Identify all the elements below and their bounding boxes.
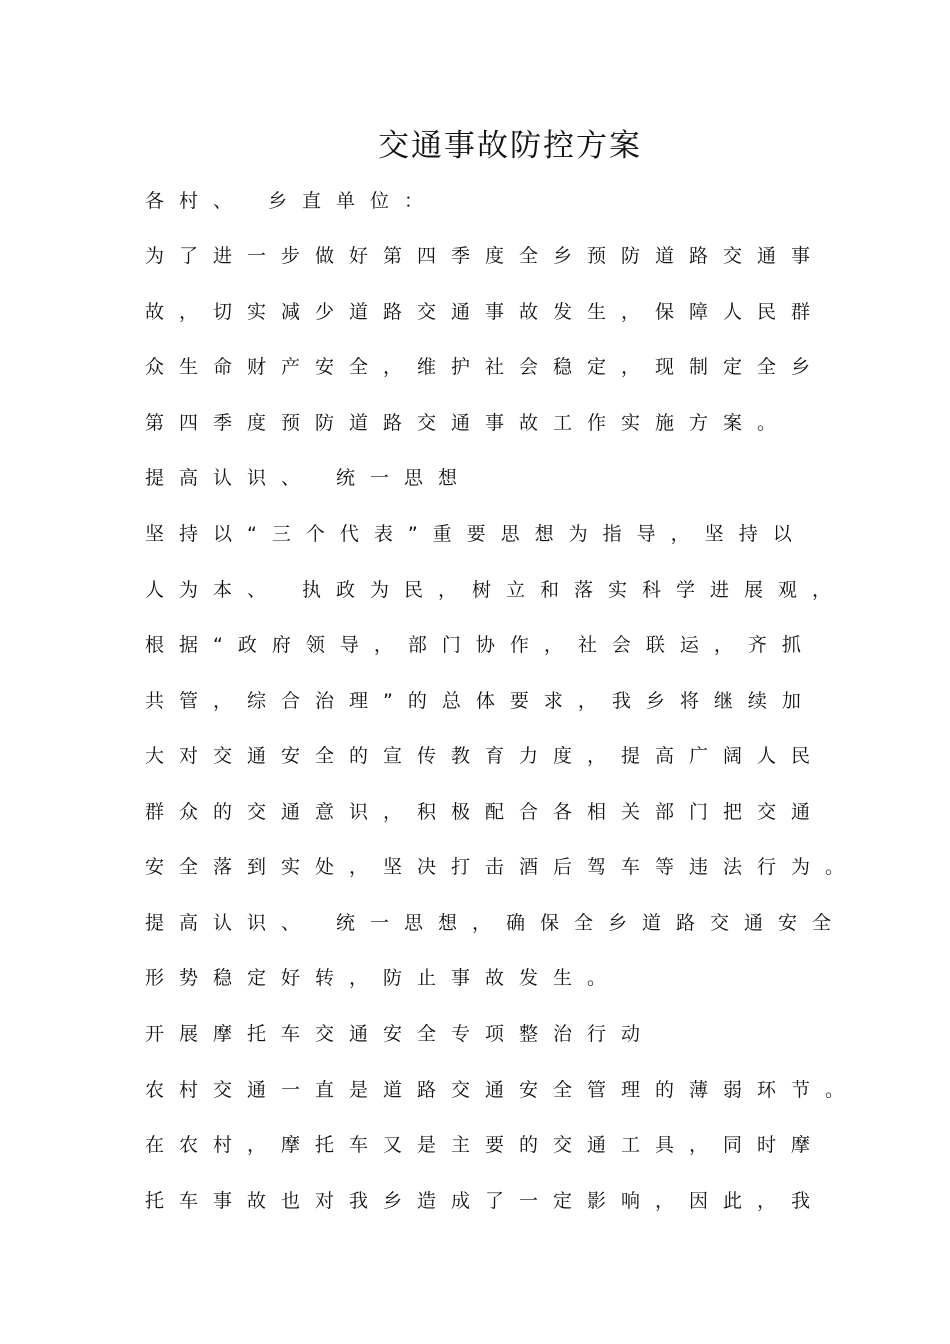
text-line: 众生命财产安全，维护社会稳定，现制定全乡 [145, 356, 826, 378]
text-line: 形势稳定好转，防止事故发生。 [145, 967, 622, 989]
text-line: 在农村，摩托车又是主要的交通工具，同时摩 [145, 1134, 826, 1156]
text-line: 提高认识、 统一思想，确保全乡道路交通安全 [145, 912, 847, 934]
document-title: 交通事故防控方案 [378, 128, 642, 164]
text-line: 为了进一步做好第四季度全乡预防道路交通事 [145, 245, 826, 267]
text-line: 根据“政府领导，部门协作，社会联运，齐抓 [145, 634, 816, 656]
text-line: 故，切实减少道路交通事故发生，保障人民群 [145, 301, 826, 323]
text-line: 托车事故也对我乡造成了一定影响，因此，我 [145, 1190, 826, 1212]
text-line: 坚持以“三个代表”重要思想为指导，坚持以 [145, 523, 807, 545]
text-line: 共管，综合治理”的总体要求，我乡将继续加 [145, 690, 816, 712]
text-line: 第四季度预防道路交通事故工作实施方案。 [145, 412, 792, 434]
text-line: 农村交通一直是道路交通安全管理的薄弱环节。 [145, 1079, 860, 1101]
section-heading: 开展摩托车交通安全专项整治行动 [145, 1023, 656, 1045]
text-line: 人为本、 执政为民，树立和落实科学进展观， [145, 579, 847, 601]
text-line: 各村、 乡直单位： [145, 190, 439, 212]
text-line: 群众的交通意识，积极配合各相关部门把交通 [145, 801, 826, 823]
section-heading: 提高认识、 统一思想 [145, 467, 473, 489]
text-line: 大对交通安全的宣传教育力度，提高广阔人民 [145, 745, 826, 767]
text-line: 安全落到实处，坚决打击酒后驾车等违法行为。 [145, 856, 860, 878]
